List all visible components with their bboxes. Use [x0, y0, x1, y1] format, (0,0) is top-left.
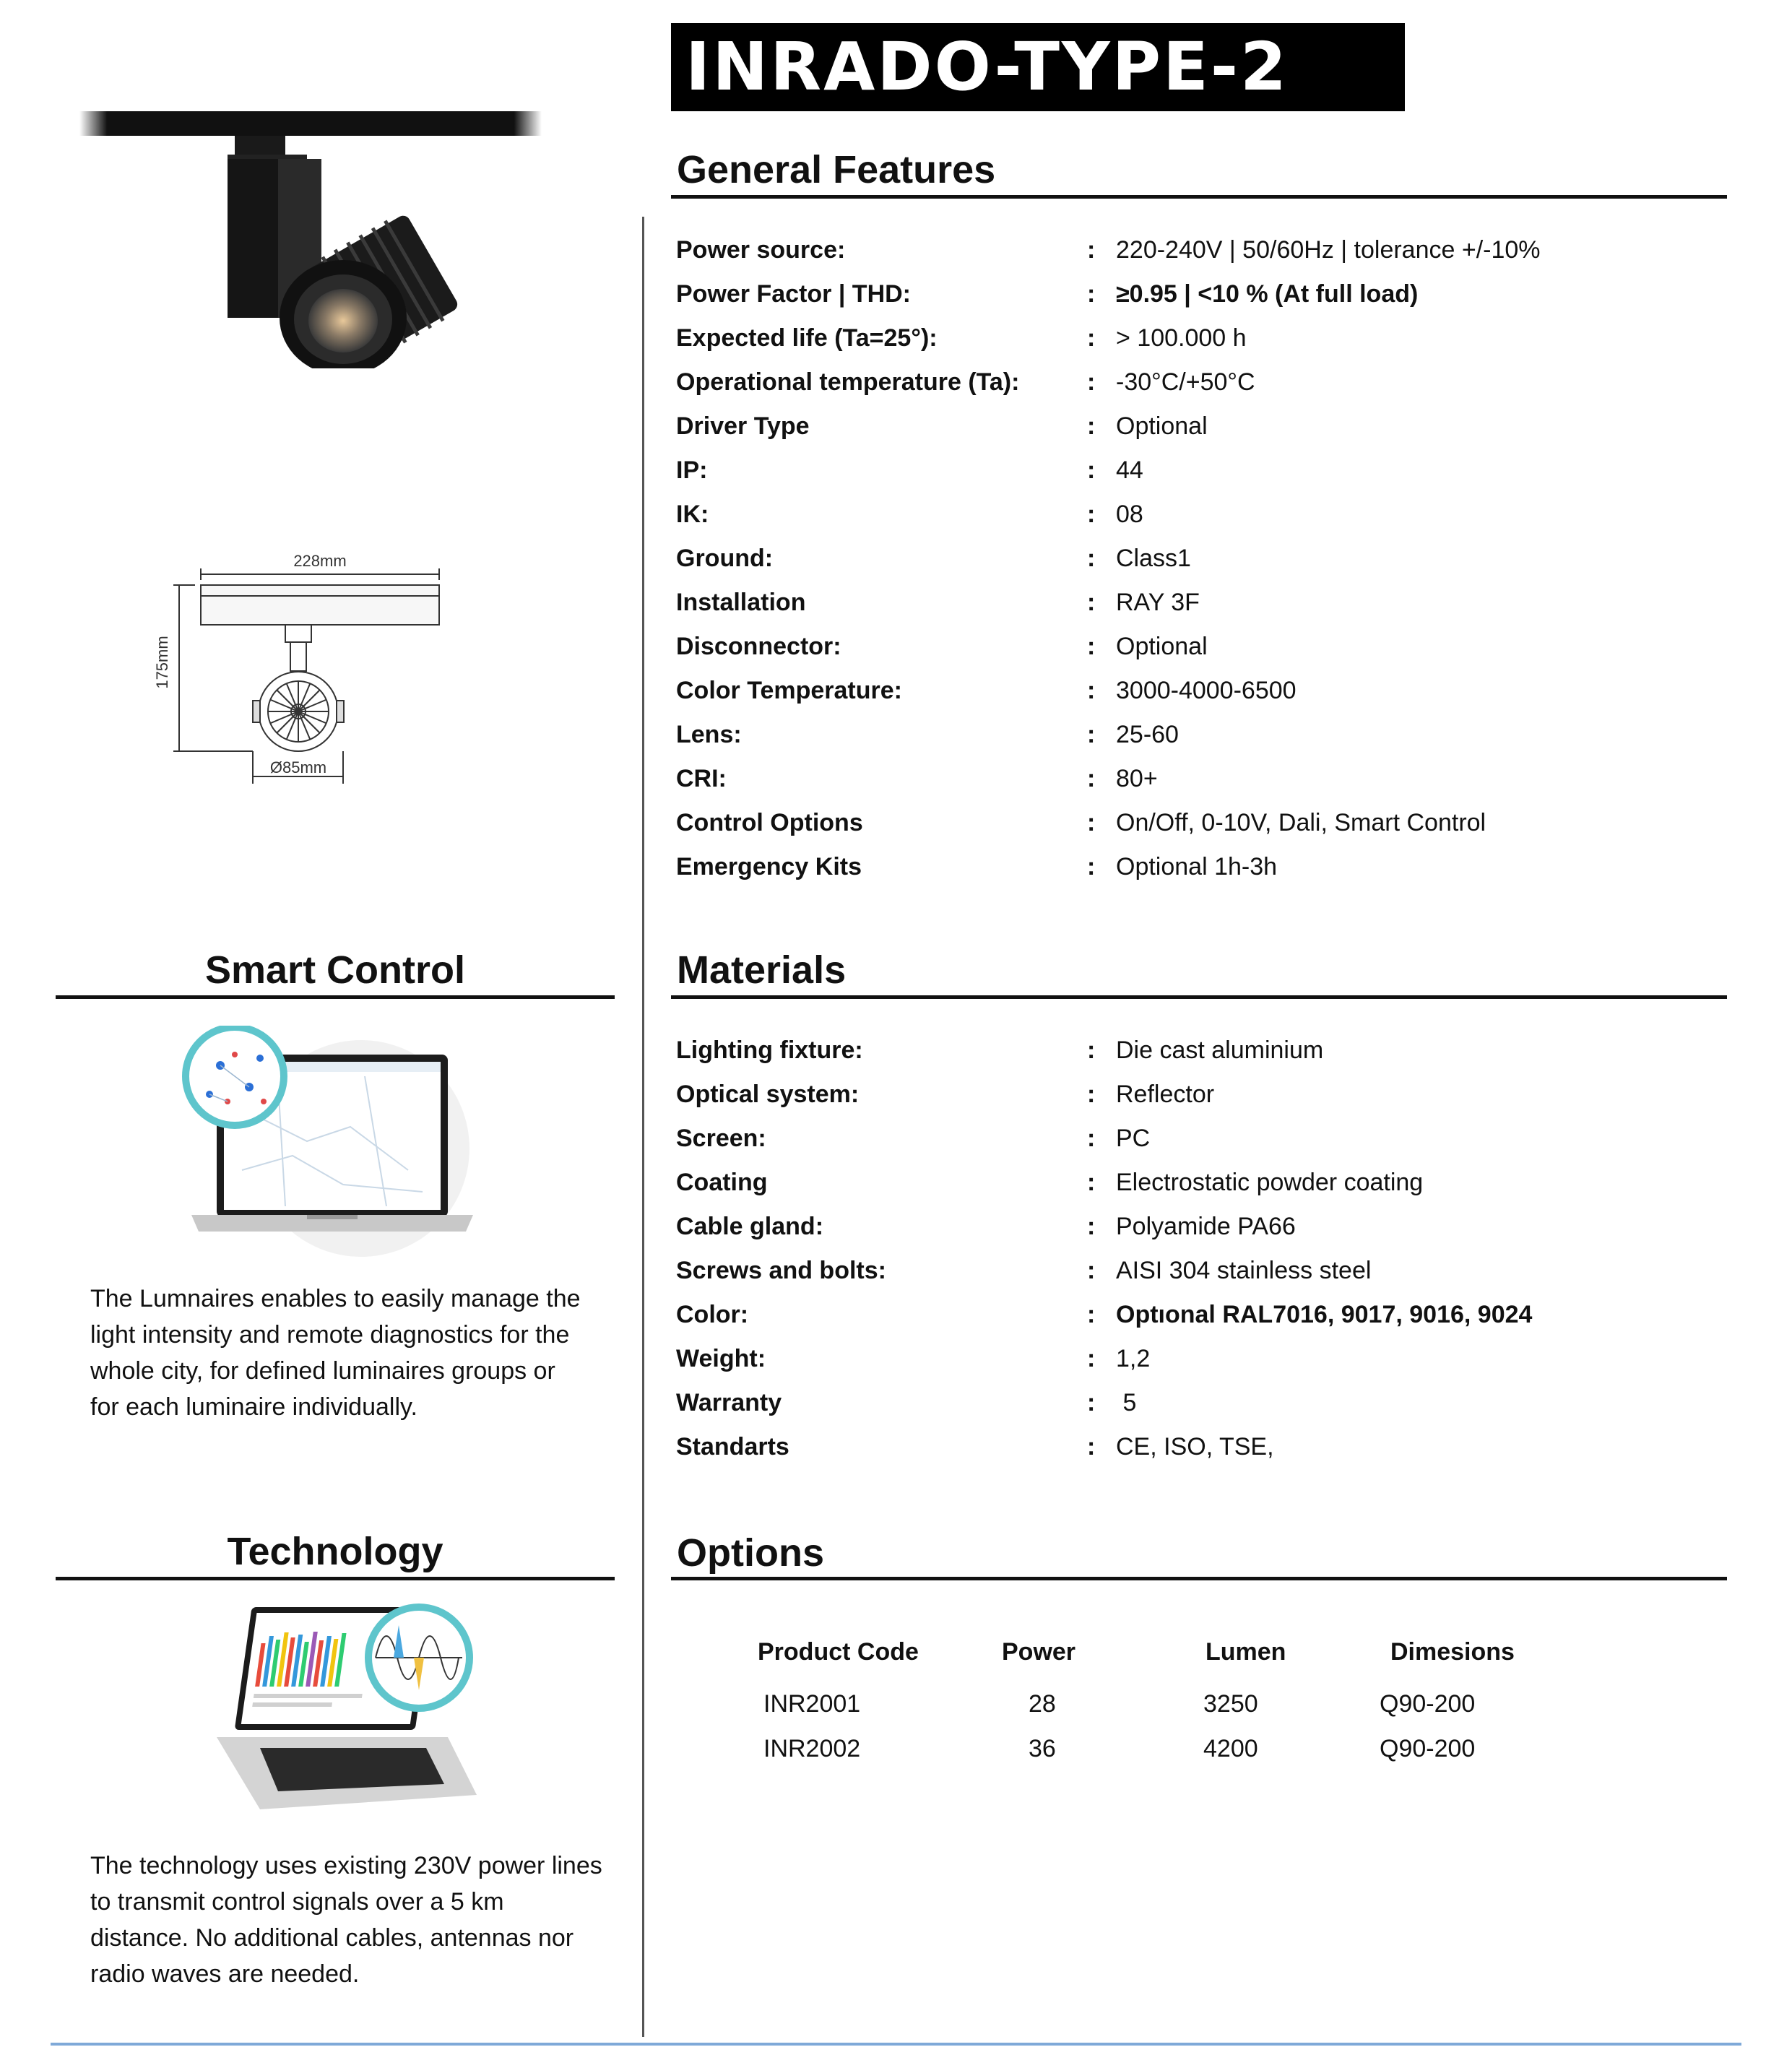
- spec-value: ≥0.95 | <10 % (At full load): [1116, 280, 1419, 308]
- spec-value: 3000-4000-6500: [1116, 677, 1297, 704]
- spec-row: [676, 669, 1723, 713]
- options-heading: Options: [677, 1531, 824, 1575]
- spec-separator: :: [1087, 545, 1096, 572]
- spec-value: Die cast aluminium: [1116, 1037, 1324, 1064]
- spec-value: > 100.000 h: [1116, 324, 1247, 352]
- smart-control-rule: [56, 995, 615, 999]
- smart-control-line: for each luminaire individually.: [90, 1393, 417, 1421]
- technology-rule: [56, 1577, 615, 1580]
- spec-value: PC: [1116, 1125, 1151, 1152]
- spec-value: Class1: [1116, 545, 1191, 572]
- spec-label: Ground:: [676, 545, 774, 572]
- spec-label: Standarts: [676, 1433, 789, 1460]
- product-title: INRADO-TYPE-2: [671, 23, 1405, 111]
- spec-value: Optıonal RAL7016, 9017, 9016, 9024: [1116, 1301, 1533, 1328]
- dimension-diagram: [152, 545, 455, 791]
- spec-separator: :: [1087, 589, 1096, 616]
- spec-row: [676, 1337, 1723, 1381]
- spec-row: [676, 625, 1723, 669]
- spec-separator: :: [1087, 324, 1096, 352]
- spec-label: Power source:: [676, 236, 846, 264]
- spec-label: Cable gland:: [676, 1213, 824, 1240]
- spec-label: Emergency Kits: [676, 853, 862, 880]
- options-header-dimensions: Dimesions: [1390, 1638, 1515, 1666]
- spec-separator: :: [1087, 633, 1096, 660]
- spec-value: Electrostatic powder coating: [1116, 1169, 1424, 1196]
- spec-row: [676, 581, 1723, 625]
- spec-value: AISI 304 stainless steel: [1116, 1257, 1372, 1284]
- technology-line: to transmit control signals over a 5 km: [90, 1888, 504, 1916]
- spec-separator: :: [1087, 1213, 1096, 1240]
- spec-value: 220-240V | 50/60Hz | tolerance +/-10%: [1116, 236, 1541, 264]
- spec-separator: :: [1087, 501, 1096, 528]
- spec-label: Coating: [676, 1169, 768, 1196]
- options-cell-dimensions: Q90-200: [1380, 1690, 1476, 1718]
- spec-value: 44: [1116, 456, 1143, 484]
- spec-value: 5: [1116, 1389, 1137, 1416]
- spec-row: [676, 228, 1723, 272]
- spec-value: 25-60: [1116, 721, 1179, 748]
- spec-value: Polyamide PA66: [1116, 1213, 1296, 1240]
- materials-heading: Materials: [677, 948, 847, 992]
- spec-row: [676, 537, 1723, 581]
- product-photo: [79, 108, 542, 368]
- spec-label: Screws and bolts:: [676, 1257, 886, 1284]
- spec-separator: :: [1087, 1257, 1096, 1284]
- technology-laptop-illustration: [209, 1600, 484, 1817]
- smart-control-line: light intensity and remote diagnostics for the: [90, 1321, 570, 1349]
- spec-value: 80+: [1116, 765, 1158, 792]
- spec-value: Optional: [1116, 412, 1208, 440]
- smart-control-line: whole city, for defined luminaires groups or: [90, 1357, 555, 1385]
- spec-separator: :: [1087, 677, 1096, 704]
- spec-separator: :: [1087, 809, 1096, 836]
- smart-control-line: The Lumnaires enables to easily manage the: [90, 1285, 581, 1312]
- smart-control-heading: Smart Control: [204, 948, 466, 992]
- spec-row: [676, 1117, 1723, 1161]
- technology-description: [90, 1848, 639, 1992]
- spec-value: Optional 1h-3h: [1116, 853, 1278, 880]
- spec-label: Installation: [676, 589, 806, 616]
- spec-row: [676, 845, 1723, 889]
- spec-row: [676, 801, 1723, 845]
- spec-row: [676, 1293, 1723, 1337]
- spec-separator: :: [1087, 280, 1096, 308]
- smart-control-laptop-illustration: [177, 1026, 480, 1264]
- spec-row: [676, 272, 1723, 316]
- spec-separator: :: [1087, 853, 1096, 880]
- spec-row: [676, 757, 1723, 801]
- spec-value: Reflector: [1116, 1081, 1215, 1108]
- options-cell-power: 36: [1029, 1735, 1056, 1762]
- spec-value: CE, ISO, TSE,: [1116, 1433, 1274, 1460]
- spec-label: Expected life (Ta=25°):: [676, 324, 938, 352]
- spec-label: Lighting fixture:: [676, 1037, 863, 1064]
- spec-separator: :: [1087, 236, 1096, 264]
- column-divider: [642, 217, 644, 2037]
- spec-separator: :: [1087, 721, 1096, 748]
- spec-value: Optional: [1116, 633, 1208, 660]
- spec-label: Screen:: [676, 1125, 766, 1152]
- options-cell-power: 28: [1029, 1690, 1056, 1718]
- spec-row: [676, 360, 1723, 404]
- spec-row: [676, 1249, 1723, 1293]
- spec-row: [676, 1381, 1723, 1425]
- options-cell-dimensions: Q90-200: [1380, 1735, 1476, 1762]
- spec-separator: :: [1087, 1125, 1096, 1152]
- spec-separator: :: [1087, 368, 1096, 396]
- spec-label: Color Temperature:: [676, 677, 902, 704]
- diagram-diameter-label: Ø85mm: [269, 758, 327, 776]
- spec-separator: :: [1087, 456, 1096, 484]
- spec-label: Color:: [676, 1301, 749, 1328]
- general-features-heading: General Features: [677, 148, 996, 191]
- options-rule: [671, 1577, 1727, 1580]
- spec-label: Power Factor | THD:: [676, 280, 911, 308]
- options-header-power: Power: [1002, 1638, 1076, 1666]
- technology-heading: Technology: [227, 1530, 443, 1573]
- spec-separator: :: [1087, 1081, 1096, 1108]
- spec-row: [676, 1425, 1723, 1469]
- spec-label: Control Options: [676, 809, 863, 836]
- spec-separator: :: [1087, 1301, 1096, 1328]
- spec-label: Disconnector:: [676, 633, 841, 660]
- options-header-product-code: Product Code: [758, 1638, 919, 1666]
- general-features-rule: [671, 195, 1727, 199]
- spec-separator: :: [1087, 1433, 1096, 1460]
- spec-row: [676, 1029, 1723, 1073]
- spec-row: [676, 1073, 1723, 1117]
- spec-row: [676, 493, 1723, 537]
- technology-line: distance. No additional cables, antennas nor: [90, 1924, 574, 1952]
- spec-value: 1,2: [1116, 1345, 1151, 1372]
- spec-label: IP:: [676, 456, 708, 484]
- spec-separator: :: [1087, 1345, 1096, 1372]
- spec-value: RAY 3F: [1116, 589, 1200, 616]
- diagram-width-label: 228mm: [293, 552, 347, 570]
- spec-value: 08: [1116, 501, 1143, 528]
- options-cell-product-code: INR2001: [763, 1690, 861, 1718]
- spec-separator: :: [1087, 412, 1096, 440]
- footer-rule: [51, 2043, 1741, 2046]
- materials-rule: [671, 995, 1727, 999]
- spec-separator: :: [1087, 1389, 1096, 1416]
- spec-label: Operational temperature (Ta):: [676, 368, 1020, 396]
- spec-label: Warranty: [676, 1389, 782, 1416]
- spec-label: Driver Type: [676, 412, 810, 440]
- spec-row: [676, 1205, 1723, 1249]
- spec-separator: :: [1087, 765, 1096, 792]
- spec-label: Weight:: [676, 1345, 766, 1372]
- technology-line: The technology uses existing 230V power lines: [90, 1852, 602, 1879]
- spec-row: [676, 1161, 1723, 1205]
- smart-control-description: [90, 1281, 625, 1425]
- options-header-lumen: Lumen: [1206, 1638, 1286, 1666]
- options-cell-lumen: 3250: [1203, 1690, 1258, 1718]
- spec-separator: :: [1087, 1169, 1096, 1196]
- technology-line: radio waves are needed.: [90, 1960, 360, 1988]
- options-cell-product-code: INR2002: [763, 1735, 861, 1762]
- spec-value: On/Off, 0-10V, Dali, Smart Control: [1116, 809, 1486, 836]
- diagram-height-label: 175mm: [153, 636, 171, 689]
- spec-row: [676, 316, 1723, 360]
- spec-separator: :: [1087, 1037, 1096, 1064]
- spec-value: -30°C/+50°C: [1116, 368, 1255, 396]
- spec-label: IK:: [676, 501, 709, 528]
- spec-label: Lens:: [676, 721, 742, 748]
- spec-label: CRI:: [676, 765, 727, 792]
- options-cell-lumen: 4200: [1203, 1735, 1258, 1762]
- spec-row: [676, 404, 1723, 449]
- spec-row: [676, 449, 1723, 493]
- spec-label: Optical system:: [676, 1081, 860, 1108]
- spec-row: [676, 713, 1723, 757]
